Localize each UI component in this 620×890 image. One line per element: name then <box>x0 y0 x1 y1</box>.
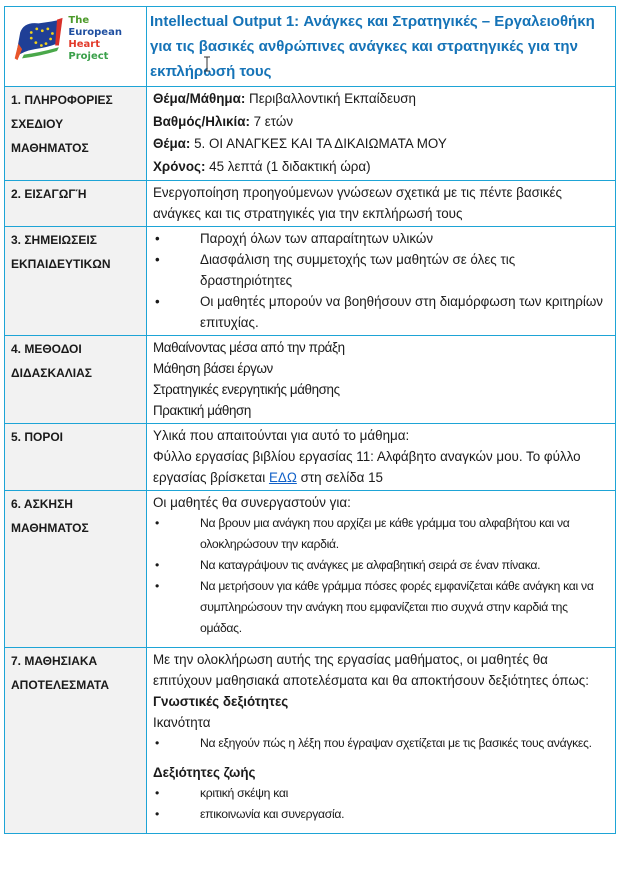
bullet-icon: • <box>155 807 159 821</box>
list-item: • Να καταγράψουν τις ανάγκες με αλφαβητική σειρά σε έναν πίνακα. <box>153 555 609 576</box>
section-label: 6. ΑΣΚΗΣΗ ΜΑΘΗΜΑΤΟΣ <box>5 491 147 648</box>
logo-word-the: The <box>68 15 90 26</box>
time-line: Χρόνος: 45 λεπτά (1 διδακτική ώρα) <box>153 158 371 174</box>
bullet-icon: • <box>155 294 160 309</box>
section-row-4 <box>5 336 616 424</box>
section-row-2 <box>5 181 616 227</box>
method-item: Πρακτική μάθηση <box>153 403 251 418</box>
bullet-icon: • <box>155 516 159 530</box>
logo-word-heart: Heart <box>68 39 101 50</box>
exercise-intro: Οι μαθητές θα συνεργαστούν για: <box>153 495 351 510</box>
heart-flag-icon <box>11 14 64 64</box>
grade-line: Βαθμός/Ηλικία: 7 ετών <box>153 113 294 129</box>
resources-line: Υλικά που απαιτούνται για αυτό το μάθημα: <box>153 428 410 443</box>
logo-word-project: Project <box>68 51 109 62</box>
life-skills-heading: Δεξιότητες ζωής <box>153 765 256 780</box>
ability-label: Ικανότητα <box>153 715 211 730</box>
topic-line: Θέμα: 5. ΟΙ ΑΝΑΓΚΕΣ ΚΑΙ ΤΑ ΔΙΚΑΙΩΜΑΤΑ ΜΟΥ <box>153 136 447 151</box>
method-item: Στρατηγικές ενεργητικής μάθησης <box>153 382 340 397</box>
lesson-plan-table <box>4 6 616 834</box>
lesson-plan-document <box>4 6 616 834</box>
section-label: 3. ΣΗΜΕΙΩΣΕΙΣ ΕΚΠΑΙΔΕΥΤΙΚΩΝ <box>5 227 147 336</box>
document-title: Intellectual Output 1: Ανάγκες και Στρατηγικές – Εργαλειοθήκη για τις βασικές ανθρώπινες ανάγκες και στρατηγικές για την εκπλήρωσή τους <box>147 7 616 87</box>
introduction-text: Ενεργοποίηση προηγούμενων γνώσεων σχετικά με τις πέντε βασικές ανάγκες και τις στρατηγικές για την εκπλήρωσή τους <box>147 181 616 227</box>
logo-word-european: European <box>68 27 122 38</box>
text-cursor-icon <box>204 56 210 72</box>
cognitive-skills-heading: Γνωστικές δεξιότητες <box>153 694 289 709</box>
section-row-1 <box>5 87 616 181</box>
section-row-7 <box>5 648 616 834</box>
section-label: 4. ΜΕΘΟΔΟΙ ΔΙΔΑΣΚΑΛΙΑΣ <box>5 336 147 424</box>
european-heart-project-logo <box>11 8 140 64</box>
section-row-3 <box>5 227 616 336</box>
worksheet-link[interactable]: ΕΔΩ <box>268 470 297 485</box>
list-item: • κριτική σκέψη και <box>153 783 609 804</box>
list-item: • Να μετρήσουν για κάθε γράμμα πόσες φορές εμφανίζεται κάθε ανάγκη και να συμπληρώσουν την ανάγκη που εμφανίζεται πιο συχνά στην καρδιά της ομάδας. <box>153 576 609 639</box>
logo-cell <box>5 7 147 87</box>
section-label: 7. ΜΑΘΗΣΙΑΚΑ ΑΠΟΤΕΛΕΣΜΑΤΑ <box>5 648 147 834</box>
list-item: • επικοινωνία και συνεργασία. <box>153 804 609 825</box>
bullet-icon: • <box>155 736 159 750</box>
bullet-icon: • <box>155 231 160 246</box>
bullet-icon: • <box>155 558 159 572</box>
section-label: 2. ΕΙΣΑΓΩΓΉ <box>5 181 147 227</box>
subject-line: Θέμα/Μάθημα: Περιβαλλοντική Εκπαίδευση <box>153 91 417 106</box>
bullet-icon: • <box>155 579 159 593</box>
section-row-5 <box>5 424 616 491</box>
list-item: • Παροχή όλων των απαραίτητων υλικών <box>153 228 609 249</box>
method-item: Μαθαίνοντας μέσα από την πράξη <box>153 340 345 355</box>
list-item: • Οι μαθητές μπορούν να βοηθήσουν στη διαμόρφωση των κριτηρίων επιτυχίας. <box>153 291 609 333</box>
outcomes-intro: Με την ολοκλήρωση αυτής της εργασίας μαθήματος, οι μαθητές θα επιτύχουν μαθησιακά αποτελέσματα και θα αποκτήσουν δεξιότητες όπως: <box>153 652 589 688</box>
section-label: 5. ΠΟΡΟΙ <box>5 424 147 491</box>
method-item: Μάθηση βάσει έργων <box>153 361 273 376</box>
worksheet-line: Φύλλο εργασίας βιβλίου εργασίας 11: Αλφάβητο αναγκών μου. Το φύλλο εργασίας βρίσκεται ΕΔΩ στη σελίδα 15 <box>153 449 581 485</box>
logo-text <box>68 15 140 63</box>
list-item: • Να εξηγούν πώς η λέξη που έγραψαν σχετίζεται με τις βασικές τους ανάγκες. <box>153 733 609 754</box>
bullet-icon: • <box>155 252 160 267</box>
bullet-icon: • <box>155 786 159 800</box>
header-row <box>5 7 616 87</box>
list-item: • Να βρουν μια ανάγκη που αρχίζει με κάθε γράμμα του αλφαβήτου και να ολοκληρώσουν την καρδιά. <box>153 513 609 555</box>
list-item: • Διασφάλιση της συμμετοχής των μαθητών σε όλες τις δραστηριότητες <box>153 249 609 291</box>
section-label: 1. ΠΛΗΡΟΦΟΡΙΕΣ ΣΧΕΔΙΟΥ ΜΑΘΗΜΑΤΟΣ <box>5 87 147 181</box>
section-row-6 <box>5 491 616 648</box>
